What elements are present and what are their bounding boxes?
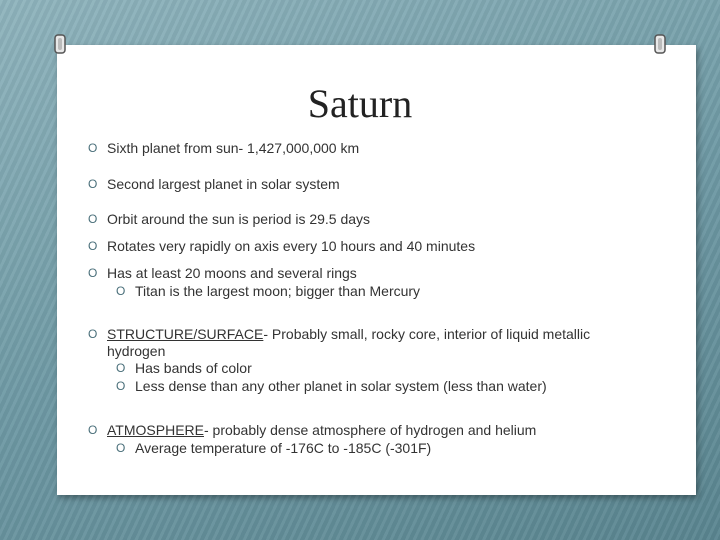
bullet-icon: O: [116, 441, 126, 455]
heading-structure-surface: STRUCTURE/SURFACE: [107, 326, 264, 342]
heading-atmosphere: ATMOSPHERE: [107, 422, 204, 438]
bullet-icon: O: [88, 423, 98, 437]
bullet-icon: O: [88, 266, 98, 280]
bullet-icon: O: [88, 327, 98, 341]
bullet-icon: O: [88, 177, 98, 191]
bullet-icon: O: [116, 379, 126, 393]
bullet-icon: O: [88, 239, 98, 253]
bullet-icon: O: [88, 212, 98, 226]
slide-title: Saturn: [307, 81, 413, 126]
pushpin-icon: [652, 33, 668, 55]
pushpin-icon: [52, 33, 68, 55]
bullet-icon: O: [116, 361, 126, 375]
bullet-icon: O: [116, 284, 126, 298]
bullet-icon: O: [88, 141, 98, 155]
